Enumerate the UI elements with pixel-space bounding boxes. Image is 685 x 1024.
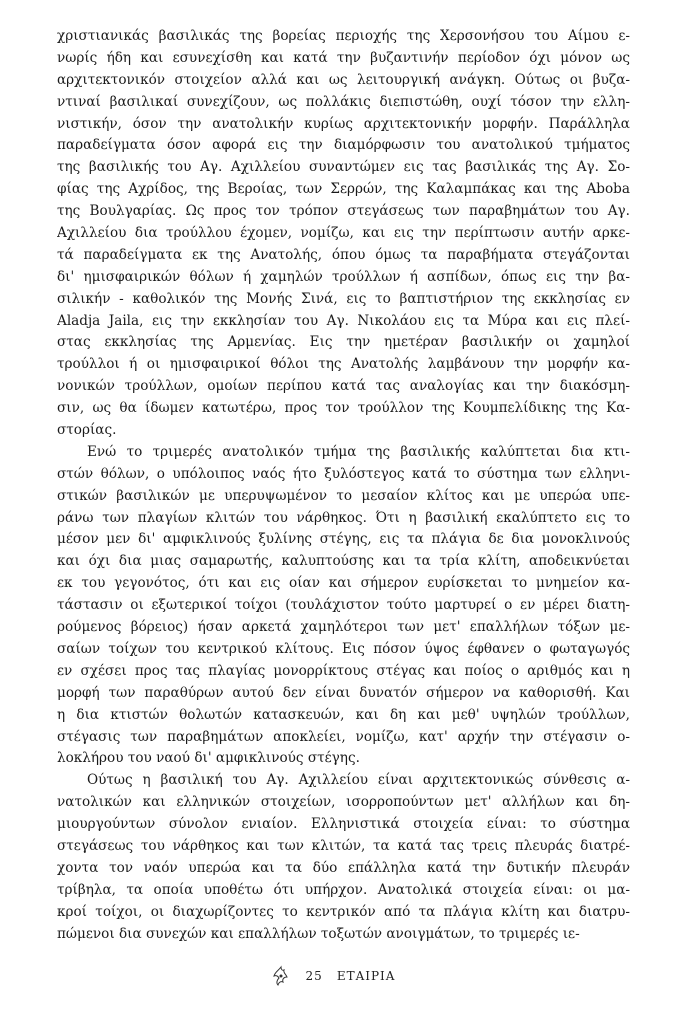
- text-line: της Βουλγαρίας. Ως προς τον τρόπον στεγάσεως των παραβημάτων του Αγ.: [57, 203, 630, 220]
- text-line: νωρίς ήδη και εσυνεχίσθη και κατά την βυζαντινήν περίοδον όχι μόνον ως: [57, 49, 630, 66]
- text-line: χοντα τον ναόν υπερώα και τα δύο επάλληλα κατά την δυτικήν πλευράν: [57, 859, 630, 876]
- text-line: μέσον μεν δι' αμφικλινούς ξυλίνης στέγης, εις τα πλάγια δε δια μονοκλινούς: [57, 531, 630, 548]
- text-line: Ενώ το τριμερές ανατολικόν τμήμα της βασιλικής καλύπτεται δια κτι-: [87, 443, 630, 460]
- text-line: στορίας.: [57, 422, 117, 439]
- text-line: σιν, ως θα ίδωμεν κατωτέρω, προς τον τρούλλον της Κουμπελίδικης της Κα-: [57, 400, 630, 417]
- text-line: νονικών τρούλλων, ομοίων περίπου κατά τας αναλογίας και την διακόσμη-: [57, 378, 630, 395]
- ornament-icon: [270, 965, 292, 987]
- text-line: η δια κτιστών θολωτών κατασκευών, και δη και μεθ' υψηλών τρούλλων,: [57, 706, 630, 723]
- text-line: πώμενοι δια συνεχών και επαλλήλων τοξωτών ανοιγμάτων, το τριμερές ιε-: [57, 925, 580, 942]
- text-line: τά παραδείγματα εκ της Ανατολής, όπου όμως τα παραβήματα στεγάζονται: [57, 246, 630, 263]
- text-line: και όχι δια μιας σαμαρωτής, καλυπτούσης και τα τρία κλίτη, αποδεικνύεται: [57, 553, 630, 570]
- text-line: χριστιανικάς βασιλικάς της βορείας περιοχής της Χερσονήσου του Αίμου ε-: [57, 28, 630, 44]
- page-number: 25: [305, 969, 323, 983]
- text-line: τάστασιν οι εξωτερικοί τοίχοι (τουλάχιστον τούτο μαρτυρεί ο εν μέρει διατη-: [57, 597, 630, 614]
- text-line: σιλικήν - καθολικόν της Μονής Σινά, εις το βαπτιστήριον της εκκλησίας εν: [57, 290, 630, 307]
- text-line: φίας της Αχρίδος, της Βεροίας, των Σερρών, της Καλαμπάκας και της Aboba: [57, 181, 630, 198]
- text-line: εκ του γεγονότος, ότι και εις οίαν και σήμερον ευρίσκεται το μνημείον κα-: [57, 575, 630, 592]
- text-line: στεγάσεως του νάρθηκος και των κλιτών, τα κατά τας τρεις πλευράς διατρέ-: [57, 837, 630, 854]
- text-line: ντιναί βασιλικαί συνεχίζουν, ως πολλάκις διεπιστώθη, ουχί τόσον την ελλη-: [57, 93, 630, 110]
- page-body: [57, 26, 630, 945]
- paragraph-1: [57, 26, 630, 442]
- text-line: ρούμενος βόρειος) ήσαν αρκετά χαμηλότεροι των μετ' επαλλήλων τόξων με-: [57, 619, 630, 636]
- paragraph-2: [57, 442, 630, 770]
- paragraph-3: [57, 770, 630, 945]
- text-line: νατολικών και ελληνικών στοιχείων, ισορροπούντων μετ' αλλήλων και δη-: [57, 794, 630, 811]
- text-line: τρίβηλα, τα οποία υποθέτω ότι υπήρχον. Ανατολικά στοιχεία είναι: οι μα-: [57, 881, 630, 898]
- footer-label: ΕΤΑΙΡΙΑ: [336, 969, 396, 983]
- text-line: στών θόλων, ο υπόλοιπος ναός ήτο ξυλόστεγος κατά το σύστημα των ελληνι-: [57, 465, 630, 482]
- page-footer: [0, 965, 685, 990]
- text-line: μορφή των παραθύρων αυτού δεν είναι δυνατόν σήμερον να καθορισθή. Και: [57, 684, 630, 701]
- text-line: τρούλλοι ή οι ημισφαιρικοί θόλοι της Ανατολής λαμβάνουν την μορφήν κα-: [57, 356, 630, 373]
- text-line: στικών βασιλικών με υπερυψωμένον το μεσαίον κλίτος και με υπερώα υπε-: [57, 487, 630, 504]
- text-line: αρχιτεκτονικόν στοιχείον αλλά και ως λειτουργική ανάγκη. Ούτως οι βυζα-: [57, 71, 630, 88]
- text-line: λοκλήρου του ναού δι' αμφικλινούς στέγης.: [57, 750, 360, 767]
- text-line: νιστικήν, όσον την ανατολικήν κυρίως αρχιτεκτονικήν μορφήν. Παράλληλα: [57, 115, 630, 132]
- text-line: παραδείγματα όσον αφορά εις την διαμόρφωσιν του ανατολικού τμήματος: [57, 137, 630, 154]
- text-line: Aladja Jaila, εις την εκκλησίαν του Αγ. Νικολάου εις τα Μύρα και εις πλεί-: [57, 312, 630, 329]
- text-line: Αχιλλείου δια τρούλλου έχομεν, νομίζω, και εις την περίπτωσιν αυτήν αρκε-: [57, 225, 630, 242]
- text-line: εν σχέσει προς τας πλαγίας μονορρίκτους στέγας και ποίος ο αριθμός και η: [57, 662, 630, 679]
- text-line: στας εκκλησίας της Αρμενίας. Εις την ημετέραν βασιλικήν οι χαμηλοί: [57, 334, 630, 351]
- text-line: ράνω των πλαγίων κλιτών του νάρθηκος. Ότι η βασιλική εκαλύπτετο εις το: [57, 509, 630, 526]
- text-line: στέγασις των παραβημάτων αποκλείει, νομίζω, κατ' αρχήν την στέγασιν ο-: [57, 728, 630, 745]
- text-line: Ούτως η βασιλική του Αγ. Αχιλλείου είναι αρχιτεκτονικώς σύνθεσις α-: [87, 772, 630, 789]
- text-line: σαίων τοίχων του κεντρικού κλίτους. Εις πόσον ύψος έφθανεν ο φωταγωγός: [57, 640, 630, 657]
- text-line: μιουργούντων σύνολον ενιαίον. Ελληνιστικά στοιχεία είναι: το σύστημα: [57, 816, 630, 833]
- text-line: της βασιλικής του Αγ. Αχιλλείου συναντώμεν εις τας βασιλικάς της Αγ. Σο-: [57, 159, 630, 176]
- text-line: κροί τοίχοι, οι διαχωρίζοντες το κεντρικόν από τα πλάγια κλίτη και διατρυ-: [57, 903, 630, 920]
- text-line: δι' ημισφαιρικών θόλων ή χαμηλών τρούλλων ή ασπίδων, όπως εις την βα-: [57, 268, 630, 285]
